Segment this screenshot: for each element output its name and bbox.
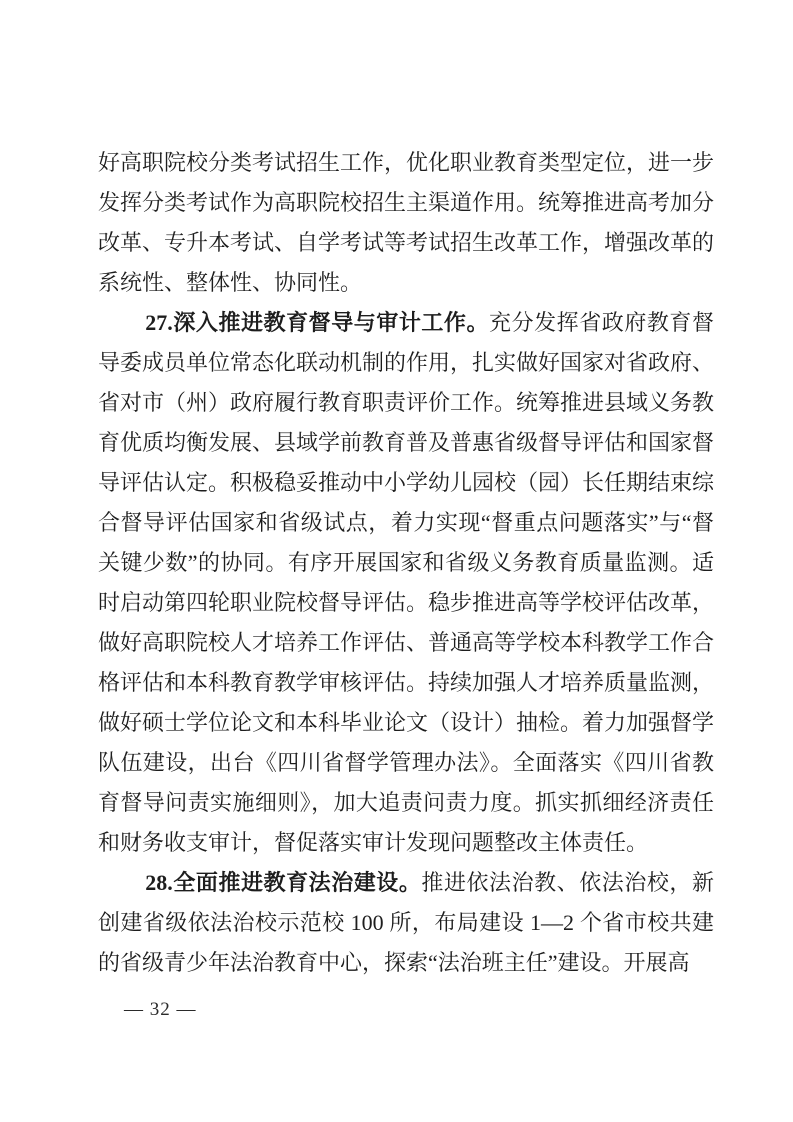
paragraph-continuation-text: 好高职院校分类考试招生工作，优化职业教育类型定位，进一步发挥分类考试作为高职院校招生主渠道作用。统筹推进高考加分改革、专升本考试、自学考试等考试招生改革工作，增强改革的系统性、整体性、协同性。 [98, 150, 715, 295]
page-body-text [98, 143, 714, 983]
paragraph-28-body: 推进依法治教、依法治校，新创建省级依法治校示范校 100 所，布局建设 1—2 个省市校共建的省级青少年法治教育中心，探索“法治班主任”建设。开展高 [98, 870, 714, 975]
page-number: — 32 — [124, 999, 197, 1020]
paragraph-28-number: 28. [145, 870, 173, 895]
paragraph-27-heading: 深入推进教育督导与审计工作。 [172, 310, 490, 335]
paragraph-28 [98, 863, 714, 983]
paragraph-27 [98, 303, 714, 863]
paragraph-27-body: 充分发挥省政府教育督导委成员单位常态化联动机制的作用，扎实做好国家对省政府、省对市（州）政府履行教育职责评价工作。统筹推进县域义务教育优质均衡发展、县域学前教育普及普惠省级督导评估和国家督导评估认定。积极稳妥推动中小学幼儿园校（园）长任期结束综合督导评估国家和省级试点，着力实现“督重点问题落实”与“督关键少数”的协同。有序开展国家和省级义务教育质量监测。适时启动第四轮职业院校督导评估。稳步推进高等学校评估改革，做好高职院校人才培养工作评估、普通高等学校本科教学工作合格评估和本科教育教学审核评估。持续加强人才培养质量监测，做好硕士学位论文和本科毕业论文（设计）抽检。着力加强督学队伍建设，出台《四川省督学管理办法》。全面落实《四川省教育督导问责实施细则》，加大追责问责力度。抓实抓细经济责任和财务收支审计，督促落实审计发现问题整改主体责任。 [98, 310, 715, 855]
paragraph-27-number: 27. [145, 310, 173, 335]
paragraph-continuation [98, 143, 714, 303]
paragraph-28-heading: 全面推进教育法治建设。 [172, 870, 422, 895]
